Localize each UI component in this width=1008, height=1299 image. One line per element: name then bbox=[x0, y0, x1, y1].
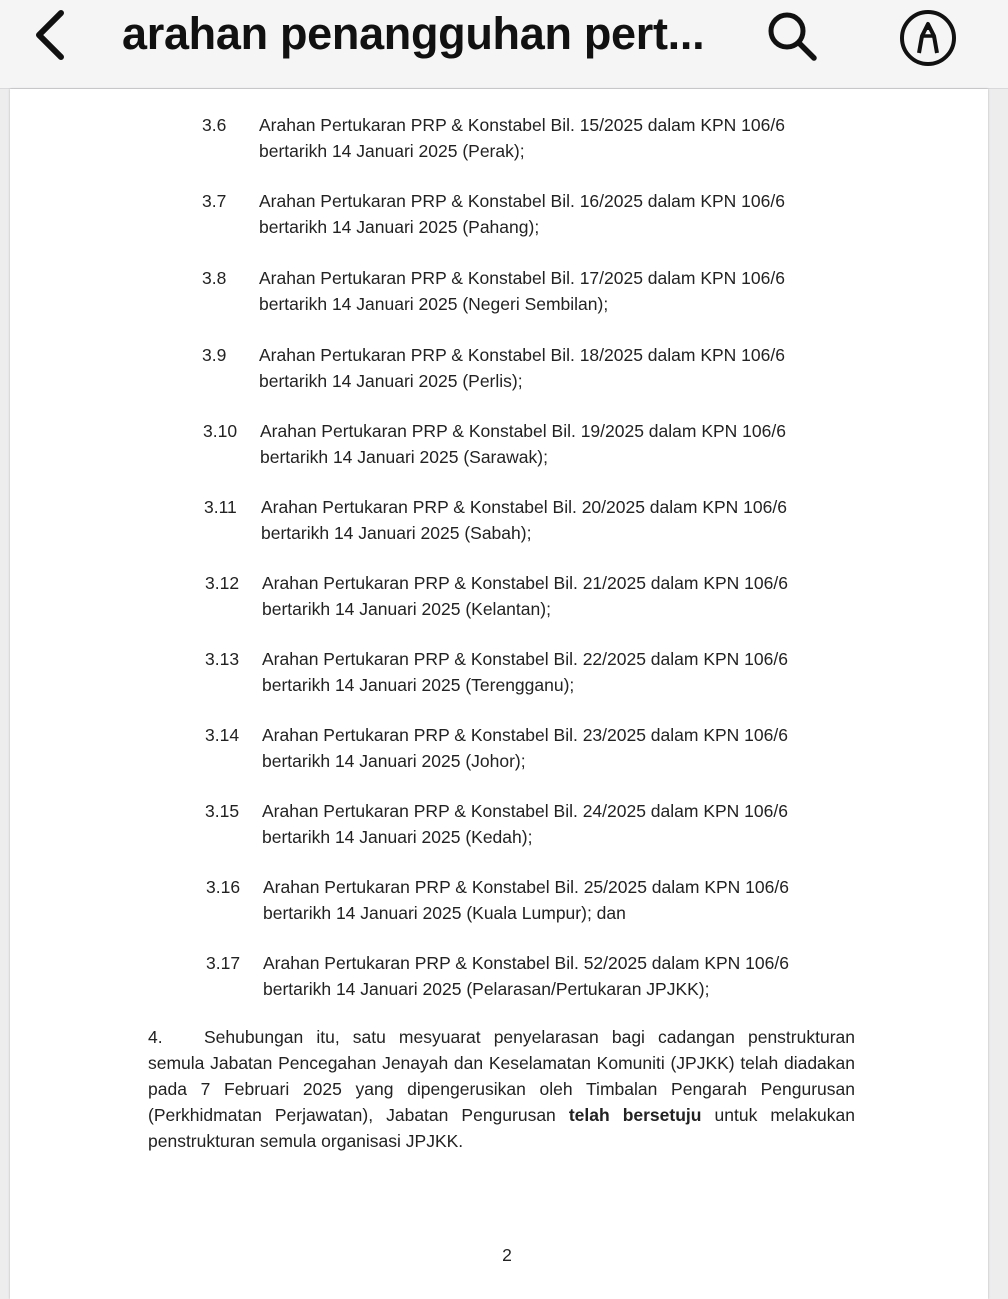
item-line: bertarikh 14 Januari 2025 (Perlis); bbox=[259, 371, 523, 391]
item-line: bertarikh 14 Januari 2025 (Pelarasan/Pertukaran JPJKK); bbox=[263, 979, 710, 999]
markup-button[interactable] bbox=[896, 6, 960, 70]
item-text bbox=[262, 722, 850, 774]
paragraph-bold-text: telah bersetuju bbox=[568, 1105, 702, 1125]
item-line: Arahan Pertukaran PRP & Konstabel Bil. 16/2025 dalam KPN 106/6 bbox=[259, 191, 785, 211]
paragraph-text: Sehubungan itu, satu mesyuarat penyelarasan bagi cadangan penstrukturan semula Jabatan Pencegahan Jenayah dan Keselamatan Komuniti (JPJKK) telah diadakan pada 7 Februari 2025 yang dipengerusikan oleh Timbalan Pengarah Pengurusan (Perkhidmatan Perjawatan), Jabatan Pengurusan bbox=[148, 1027, 855, 1125]
search-button[interactable] bbox=[762, 6, 822, 66]
item-line: Arahan Pertukaran PRP & Konstabel Bil. 22/2025 dalam KPN 106/6 bbox=[262, 649, 788, 669]
item-line: bertarikh 14 Januari 2025 (Perak); bbox=[259, 141, 525, 161]
back-button[interactable] bbox=[26, 10, 76, 60]
item-number: 3.16 bbox=[206, 877, 241, 897]
item-number: 3.9 bbox=[202, 345, 227, 365]
item-number: 3.14 bbox=[205, 725, 240, 745]
item-number: 3.8 bbox=[202, 268, 227, 288]
item-text bbox=[259, 112, 847, 164]
item-text bbox=[263, 950, 851, 1002]
item-line: Arahan Pertukaran PRP & Konstabel Bil. 18/2025 dalam KPN 106/6 bbox=[259, 345, 785, 365]
item-line: bertarikh 14 Januari 2025 (Sabah); bbox=[261, 523, 532, 543]
item-line: bertarikh 14 Januari 2025 (Kedah); bbox=[262, 827, 533, 847]
item-line: Arahan Pertukaran PRP & Konstabel Bil. 24/2025 dalam KPN 106/6 bbox=[262, 801, 788, 821]
paragraph-4 bbox=[148, 1024, 855, 1154]
item-text bbox=[261, 494, 849, 546]
item-line: Arahan Pertukaran PRP & Konstabel Bil. 15/2025 dalam KPN 106/6 bbox=[259, 115, 785, 135]
paragraph-text-end: untuk melakukan penstrukturan semula organisasi JPJKK. bbox=[148, 1105, 855, 1151]
item-line: bertarikh 14 Januari 2025 (Johor); bbox=[262, 751, 526, 771]
chevron-left-icon bbox=[31, 9, 71, 61]
item-text bbox=[259, 188, 847, 240]
item-number: 3.10 bbox=[203, 421, 238, 441]
search-icon bbox=[764, 8, 820, 64]
item-text bbox=[260, 418, 848, 470]
item-text bbox=[259, 265, 847, 317]
item-number: 3.15 bbox=[205, 801, 240, 821]
item-number: 3.12 bbox=[205, 573, 240, 593]
item-text bbox=[259, 342, 847, 394]
item-line: Arahan Pertukaran PRP & Konstabel Bil. 21/2025 dalam KPN 106/6 bbox=[262, 573, 788, 593]
item-line: Arahan Pertukaran PRP & Konstabel Bil. 17/2025 dalam KPN 106/6 bbox=[259, 268, 785, 288]
item-text bbox=[262, 646, 850, 698]
item-line: bertarikh 14 Januari 2025 (Sarawak); bbox=[260, 447, 548, 467]
item-line: Arahan Pertukaran PRP & Konstabel Bil. 23/2025 dalam KPN 106/6 bbox=[262, 725, 788, 745]
item-number: 3.7 bbox=[202, 191, 227, 211]
document-title: arahan penangguhan pert... bbox=[122, 8, 705, 59]
page-number: 2 bbox=[502, 1245, 512, 1265]
item-text bbox=[263, 874, 851, 926]
item-line: bertarikh 14 Januari 2025 (Pahang); bbox=[259, 217, 540, 237]
item-line: bertarikh 14 Januari 2025 (Terengganu); bbox=[262, 675, 575, 695]
item-line: Arahan Pertukaran PRP & Konstabel Bil. 25/2025 dalam KPN 106/6 bbox=[263, 877, 789, 897]
document-page[interactable] bbox=[10, 89, 988, 1299]
item-line: bertarikh 14 Januari 2025 (Kuala Lumpur); dan bbox=[263, 903, 626, 923]
item-number: 3.6 bbox=[202, 115, 227, 135]
top-navigation-bar bbox=[0, 0, 1008, 89]
item-line: bertarikh 14 Januari 2025 (Kelantan); bbox=[262, 599, 551, 619]
item-line: bertarikh 14 Januari 2025 (Negeri Sembilan); bbox=[259, 294, 609, 314]
markup-pen-icon bbox=[898, 8, 958, 68]
item-line: Arahan Pertukaran PRP & Konstabel Bil. 19/2025 dalam KPN 106/6 bbox=[260, 421, 786, 441]
item-number: 3.11 bbox=[204, 497, 237, 517]
item-line: Arahan Pertukaran PRP & Konstabel Bil. 20/2025 dalam KPN 106/6 bbox=[261, 497, 787, 517]
item-line: Arahan Pertukaran PRP & Konstabel Bil. 52/2025 dalam KPN 106/6 bbox=[263, 953, 789, 973]
item-text bbox=[262, 570, 850, 622]
paragraph-number: 4. bbox=[148, 1027, 163, 1047]
item-text bbox=[262, 798, 850, 850]
item-number: 3.13 bbox=[205, 649, 240, 669]
item-number: 3.17 bbox=[206, 953, 241, 973]
